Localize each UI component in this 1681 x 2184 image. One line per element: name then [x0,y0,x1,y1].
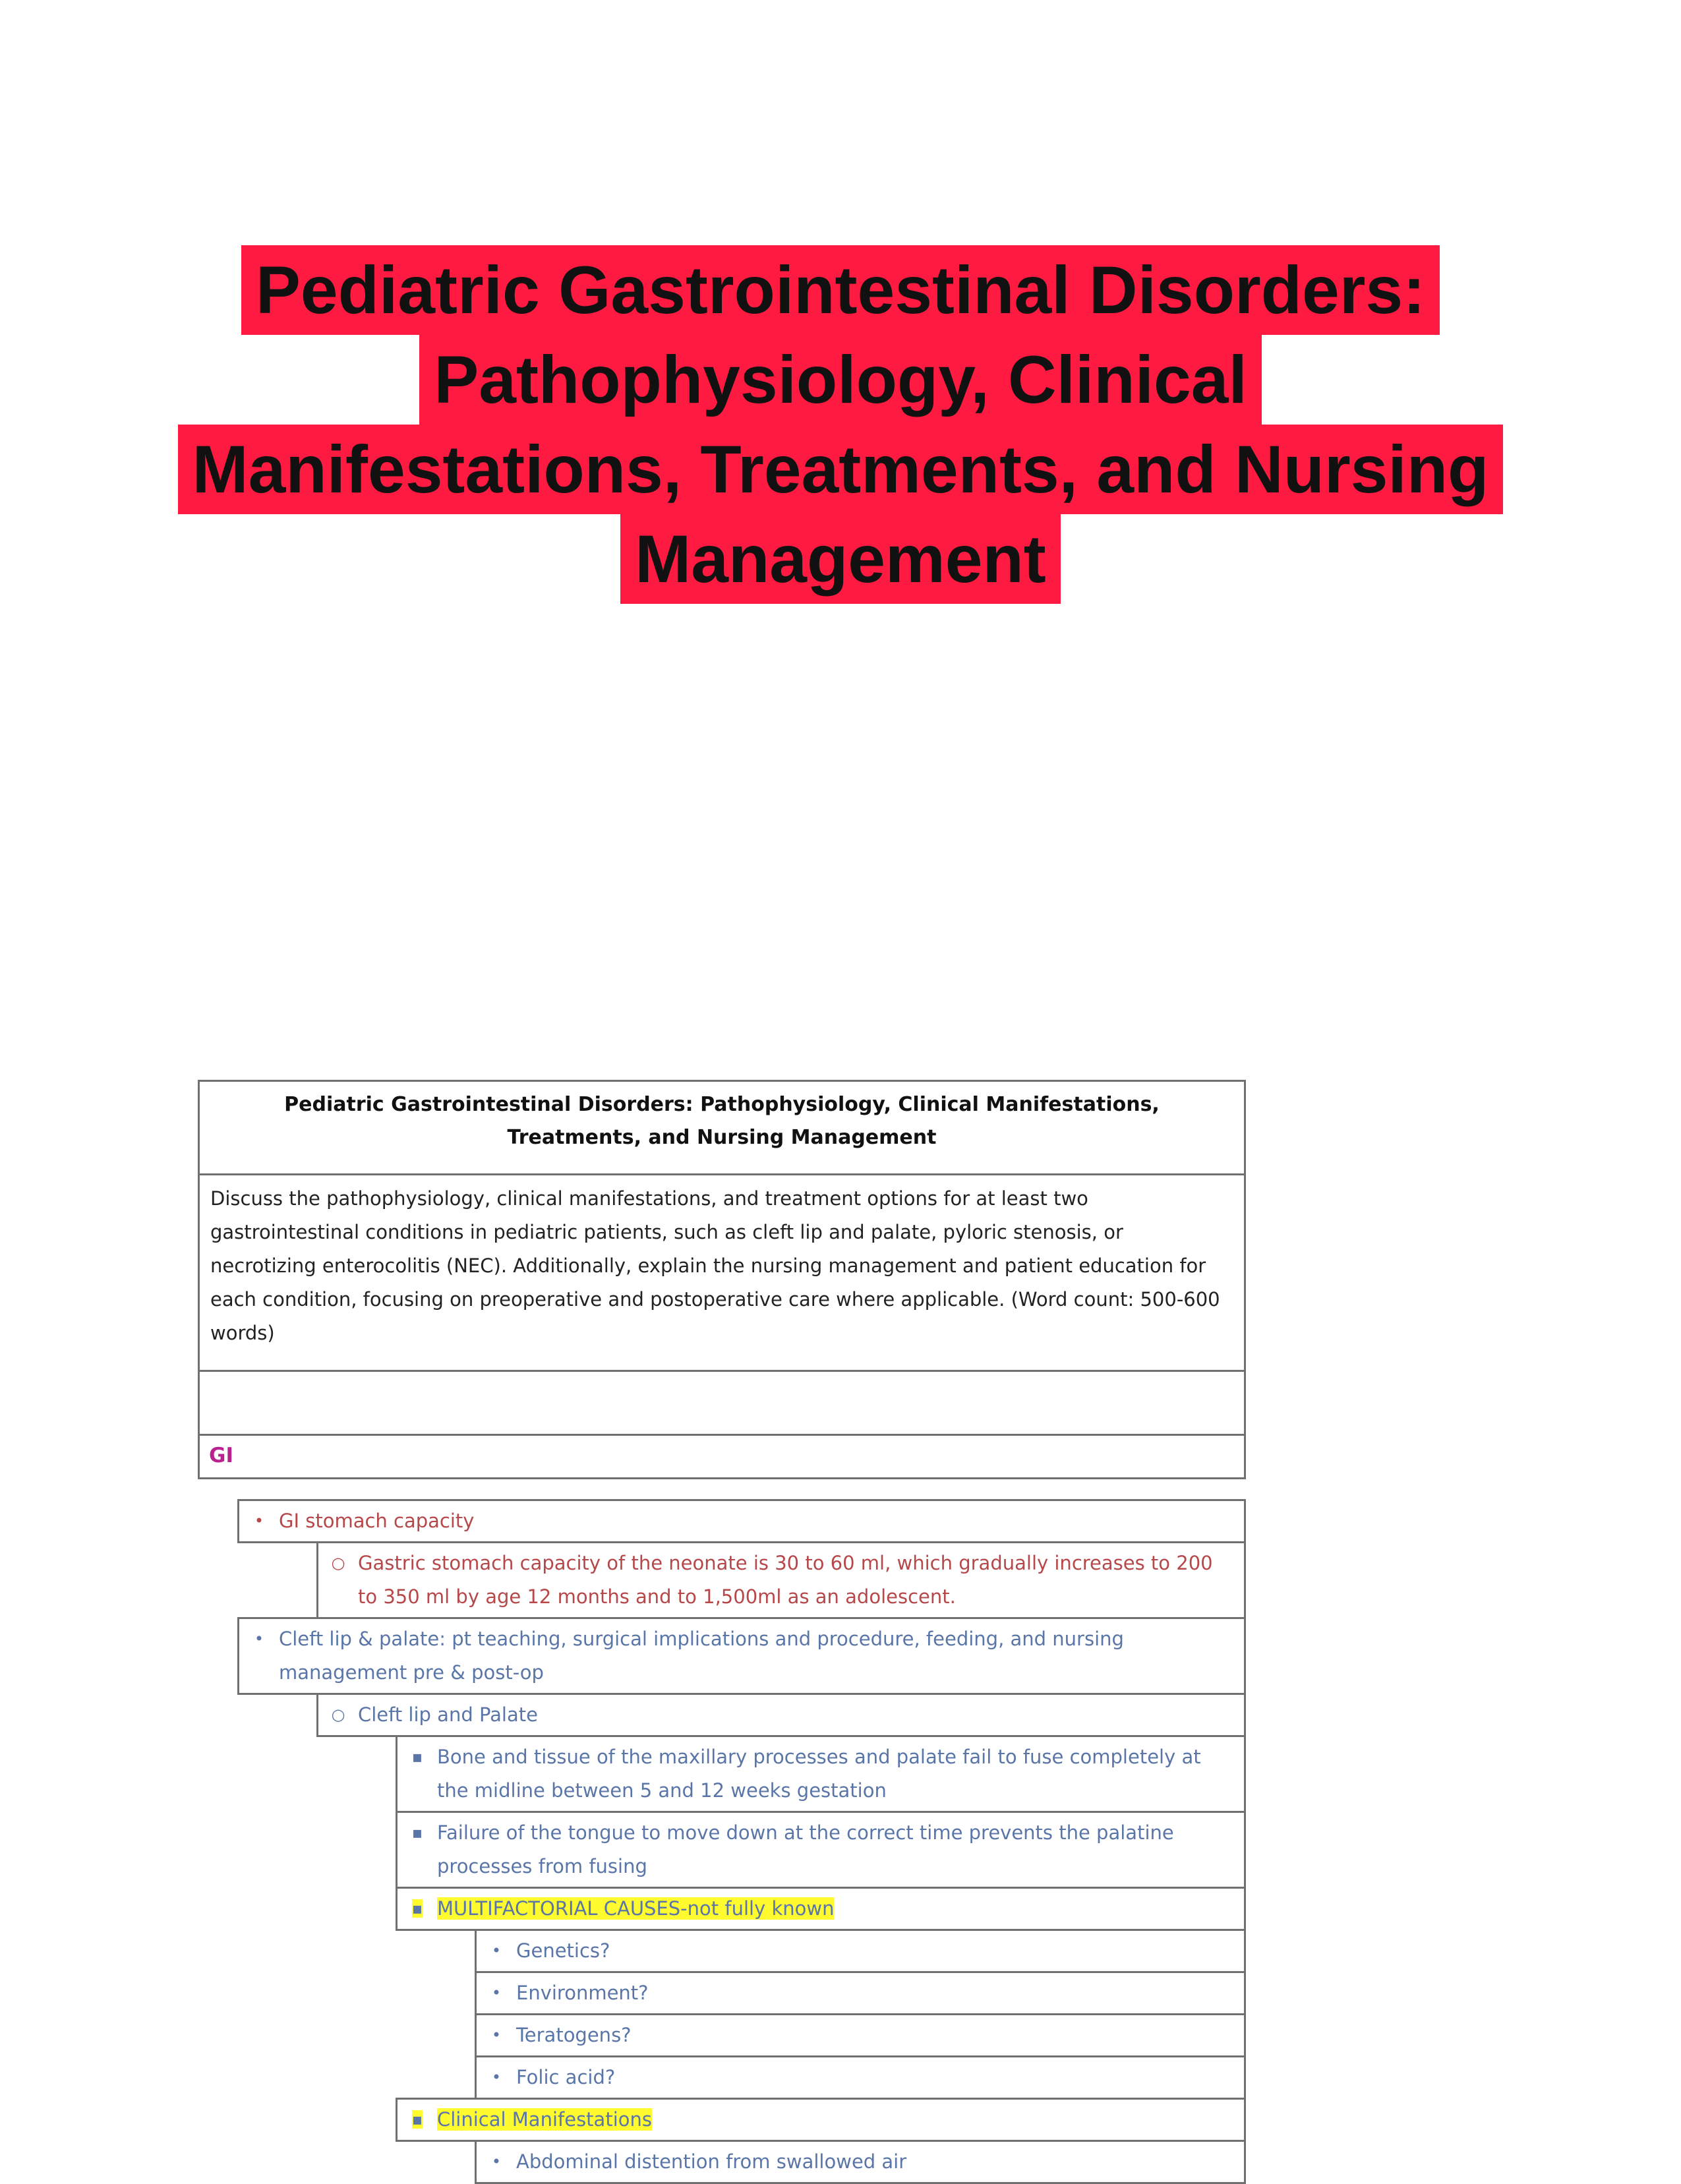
list-item [396,1811,1246,1889]
section-label-gi: GI [198,1436,1246,1479]
page-title-line-3: Manifestations, Treatments, and Nursing [178,425,1504,514]
bullet-square: ▪ [411,1823,423,1842]
list-item [475,1971,1246,2015]
page-title [0,245,1681,604]
bullet-square: ▪ [411,1899,423,1918]
bullet-square: ▪ [411,1748,423,1766]
list-item-text: Gastric stomach capacity of the neonate is 30 to 60 ml, which gradually increases to 200 to 350 ml by age 12 months and to 1,500ml as an adolescent. [358,1552,1213,1608]
bullet-disc: • [491,1984,502,2002]
list-item-text: Failure of the tongue to move down at the correct time prevents the palatine processes from fusing [437,1821,1174,1877]
list-item [396,2098,1246,2142]
document-image [198,1080,1246,2184]
bullet-disc: • [491,2068,502,2086]
list-item [237,1617,1246,1695]
list-item [475,2013,1246,2057]
bullet-circle: ○ [331,1705,345,1724]
list-item [316,1693,1246,1737]
list-item [396,1887,1246,1931]
list-item-text: Teratogens? [516,2024,632,2046]
bullet-disc: • [254,1630,264,1648]
list-item-text: Abdominal distention from swallowed air [516,2150,907,2173]
outline-list [198,1499,1246,2184]
list-item [316,1541,1246,1619]
list-item-text: Folic acid? [516,2066,616,2088]
list-item [237,1499,1246,1543]
bullet-disc: • [254,1512,264,1530]
list-item-text: Cleft lip and Palate [358,1703,538,1726]
bullet-disc: • [491,1941,502,1960]
assignment-prompt: Discuss the pathophysiology, clinical manifestations, and treatment options for at least two gastrointestinal conditions in pediatric patients, such as cleft lip and palate, pyloric stenosis, or necrotizing enterocolitis (NEC). Additionally, explain the nursing management and patient education for each condition, focusing on preoperative and postoperative care where applicable. (Word count: 500-600 words) [198,1175,1246,1372]
table-title: Pediatric Gastrointestinal Disorders: Pathophysiology, Clinical Manifestations, Treatments, and Nursing Management [198,1080,1246,1175]
list-item-text: Cleft lip & palate: pt teaching, surgical implications and procedure, feeding, and nursing management pre & post-op [279,1628,1124,1684]
list-item [475,2140,1246,2184]
bullet-disc: • [491,2026,502,2044]
highlighted-text: MULTIFACTORIAL CAUSES-not fully known [437,1897,835,1920]
list-item-text [437,2103,1244,2137]
page-title-line-1: Pediatric Gastrointestinal Disorders: [241,245,1440,335]
bullet-disc: • [491,2152,502,2171]
page-title-line-2: Pathophysiology, Clinical [419,335,1262,425]
list-item [396,1735,1246,1813]
list-item [475,1929,1246,1973]
list-item-text: Genetics? [516,1939,610,1962]
empty-row [198,1372,1246,1436]
list-item-text: Environment? [516,1982,649,2004]
bullet-square: ▪ [411,2110,423,2129]
list-item-text: GI stomach capacity [279,1510,475,1532]
bullet-circle: ○ [331,1554,345,1572]
page-title-line-4: Management [620,514,1060,604]
highlighted-text: Clinical Manifestations [437,2108,652,2131]
list-item-text: Bone and tissue of the maxillary processes and palate fail to fuse completely at the midline between 5 and 12 weeks gestation [437,1746,1201,1802]
list-item-text [437,1892,1244,1926]
list-item [475,2055,1246,2100]
